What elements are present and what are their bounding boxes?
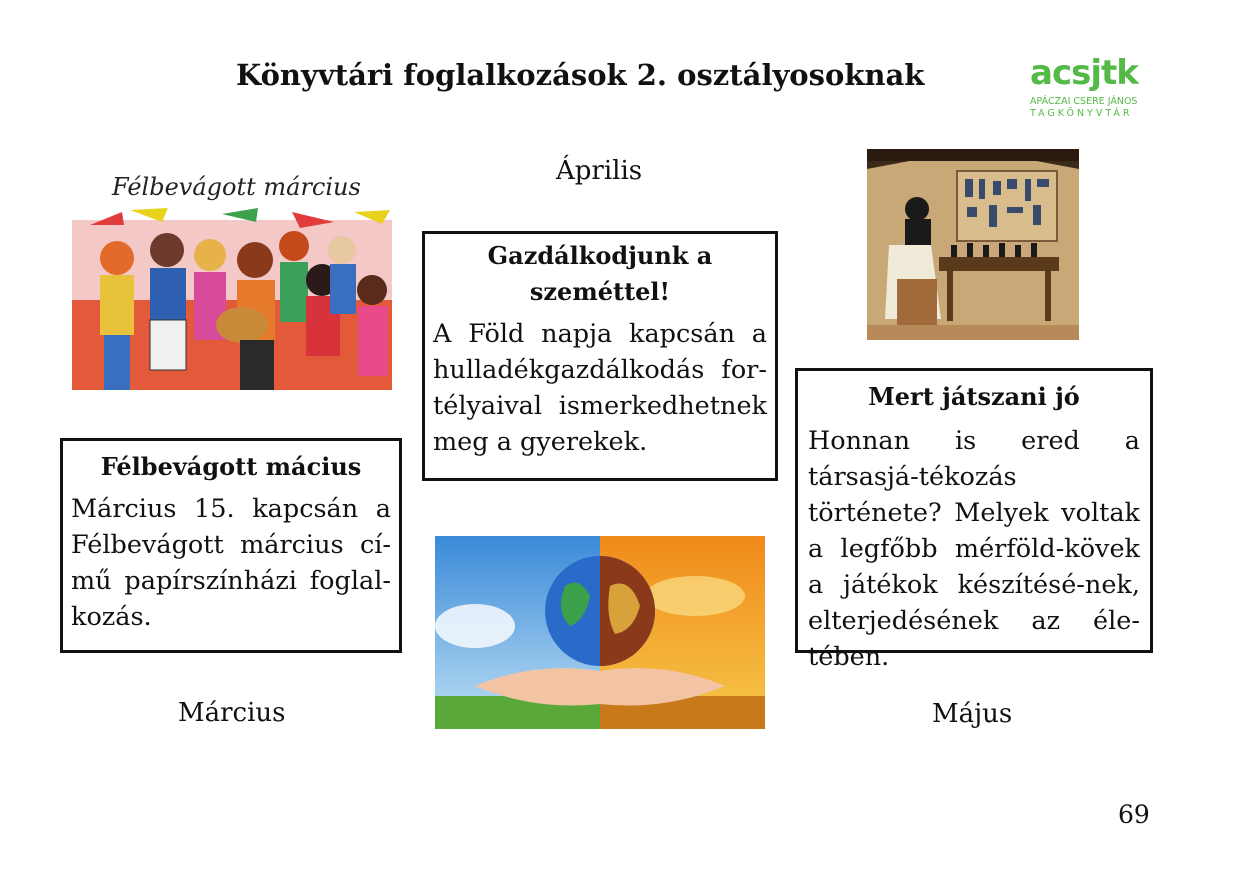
march-activity-text: Március 15. kapcsán a Félbevágott március cí-mű papírszínházi foglal-kozás. — [71, 494, 391, 632]
library-logo — [1030, 53, 1160, 126]
month-april-label: Április — [556, 156, 643, 186]
april-activity-box — [422, 231, 778, 481]
page-number: 69 — [1118, 800, 1150, 829]
egyptian-game-image — [867, 149, 1079, 340]
page-title: Könyvtári foglalkozások 2. osztályosoknak — [236, 58, 925, 92]
march-illustration — [72, 150, 392, 390]
march-activity-box — [60, 438, 402, 653]
may-activity-text: Honnan is ered a társasjá-tékozás története? Melyek voltak a legfőbb mérföld-kövek a játékok készítésé-nek, elterjedésének az éle-tében. — [808, 426, 1140, 672]
month-may-label: Május — [932, 699, 1013, 729]
april-activity-heading: Gazdálkodjunk a szeméttel! — [487, 241, 713, 306]
month-march-label: Március — [178, 698, 286, 728]
earth-in-hands-image — [435, 536, 765, 729]
may-activity-heading: Mert játszani jó — [868, 382, 1080, 411]
march-cover-title: Félbevágott március — [112, 173, 361, 201]
logo-wordmark: acsjtk — [1030, 53, 1138, 93]
logo-line-2: TAGKÖNYVTÁR — [1030, 108, 1133, 119]
logo-line-1: APÁCZAI CSERE JÁNOS — [1030, 96, 1138, 107]
march-activity-heading: Félbevágott mácius — [100, 452, 362, 481]
april-activity-text: A Föld napja kapcsán a hulladékgazdálkodás for-télyaival ismerkedhetnek meg a gyerekek. — [433, 319, 767, 457]
may-activity-box — [795, 368, 1153, 672]
